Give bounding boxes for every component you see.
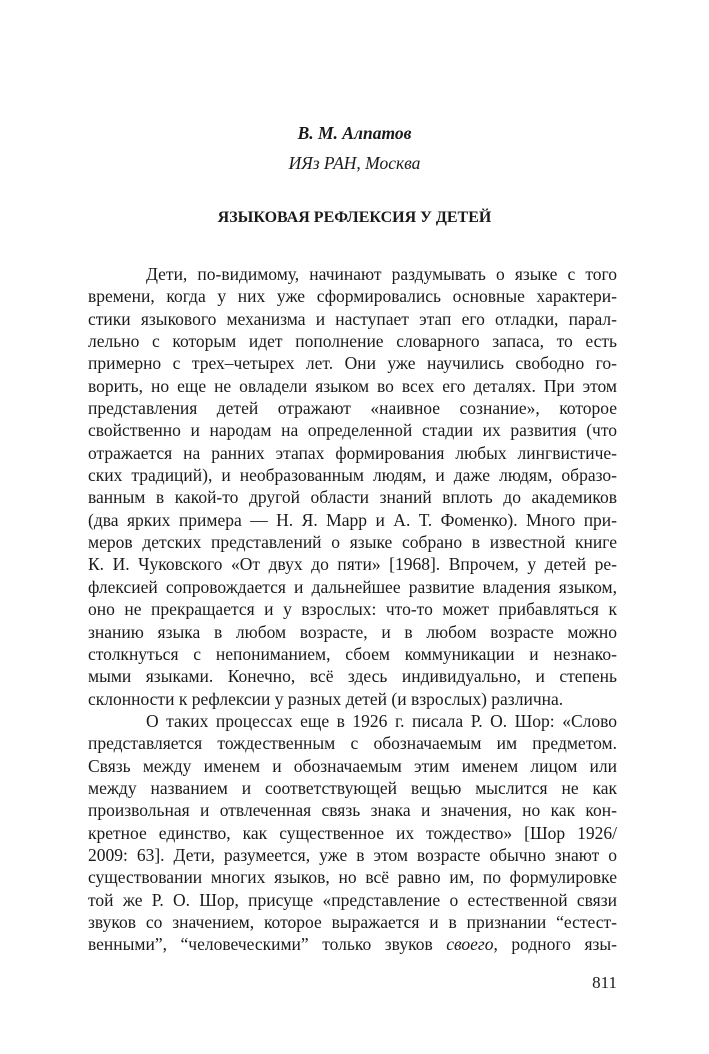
text-line: К. И. Чуковского «От двух до пяти» [1968]. Впрочем, у детей ре- bbox=[88, 554, 617, 575]
text-line: столкнуться с непониманием, сбоем коммуникации и незнако- bbox=[88, 643, 617, 664]
text-line: знанию языка в любом возрасте, и в любом возрасте можно bbox=[88, 621, 617, 642]
text-line: (два ярких примера — Н. Я. Марр и А. Т. Фоменко). Много при- bbox=[88, 509, 617, 530]
text-line: склонности к рефлексии у разных детей (и взрослых) различна. bbox=[88, 688, 564, 709]
text-line: стики языкового механизма и наступает этап его отладки, парал- bbox=[88, 308, 617, 329]
text-line: лельно с которым идет пополнение словарного запаса, то есть bbox=[88, 331, 617, 352]
text-line: кретное единство, как существенное их тождество» [Шор 1926/ bbox=[88, 822, 617, 843]
text-line: ских традиций), и необразованным людям, и даже людям, образо- bbox=[88, 465, 617, 486]
article-title: ЯЗЫКОВАЯ РЕФЛЕКСИЯ У ДЕТЕЙ bbox=[217, 209, 492, 226]
text-line: мыми языками. Конечно, всё здесь индивидуально, и степень bbox=[88, 666, 617, 687]
text-line: Дети, по-видимому, начинают раздумывать о языке с того bbox=[146, 264, 617, 284]
text-line: отражается на ранних этапах формирования любых лингвистиче- bbox=[88, 442, 617, 463]
text-line: меров детских представлений о языке собрано в известной книге bbox=[88, 532, 617, 553]
text-line: времени, когда у них уже сформировались основные характери- bbox=[88, 286, 617, 307]
text-line: существовании многих языков, но всё равно им, по формулировке bbox=[88, 867, 617, 888]
text-line: флексией сопровождается и дальнейшее развитие владения языком, bbox=[88, 576, 617, 597]
text-line: свойственно и народам на определенной стадии их развития (что bbox=[88, 420, 617, 441]
text-line: представления детей отражают «наивное сознание», которое bbox=[88, 398, 617, 419]
article-body bbox=[88, 263, 617, 956]
text-line: той же Р. О. Шор, присуще «представление о естественной связи bbox=[88, 889, 617, 910]
text-line bbox=[88, 933, 617, 955]
text-span: венными”, “человеческими” только звуков bbox=[88, 934, 447, 955]
italic-emphasis: своего bbox=[446, 934, 494, 955]
author-name: В. М. Алпатов bbox=[297, 123, 412, 143]
text-line: ванным в какой-то другой области знаний вплоть до академиков bbox=[88, 487, 617, 508]
text-line: примерно с трех–четырех лет. Они уже научились свободно го- bbox=[88, 353, 617, 374]
text-line: О таких процессах еще в 1926 г. писала Р. О. Шор: «Слово bbox=[146, 710, 617, 731]
text-line: Связь между именем и обозначаемым этим именем лицом или bbox=[88, 755, 617, 776]
text-line: произвольная и отвлеченная связь знака и значения, но как кон- bbox=[88, 800, 617, 821]
text-line: ворить, но еще не овладели языком во всех его деталях. При этом bbox=[88, 375, 617, 396]
text-line: звуков со значением, которое выражается и в признании “естест- bbox=[88, 911, 617, 932]
text-line: оно не прекращается и у взрослых: что-то может прибавляться к bbox=[88, 599, 617, 620]
page-number: 811 bbox=[592, 973, 617, 992]
author-affiliation: ИЯз РАН, Москва bbox=[288, 153, 421, 173]
text-span: , родного язы- bbox=[493, 934, 617, 955]
text-line: 2009: 63]. Дети, разумеется, уже в этом возрасте обычно знают о bbox=[88, 844, 617, 865]
text-line: представляется тождественным с обозначаемым им предметом. bbox=[88, 733, 617, 754]
text-line: между названием и соответствующей вещью мыслится не как bbox=[88, 777, 617, 798]
